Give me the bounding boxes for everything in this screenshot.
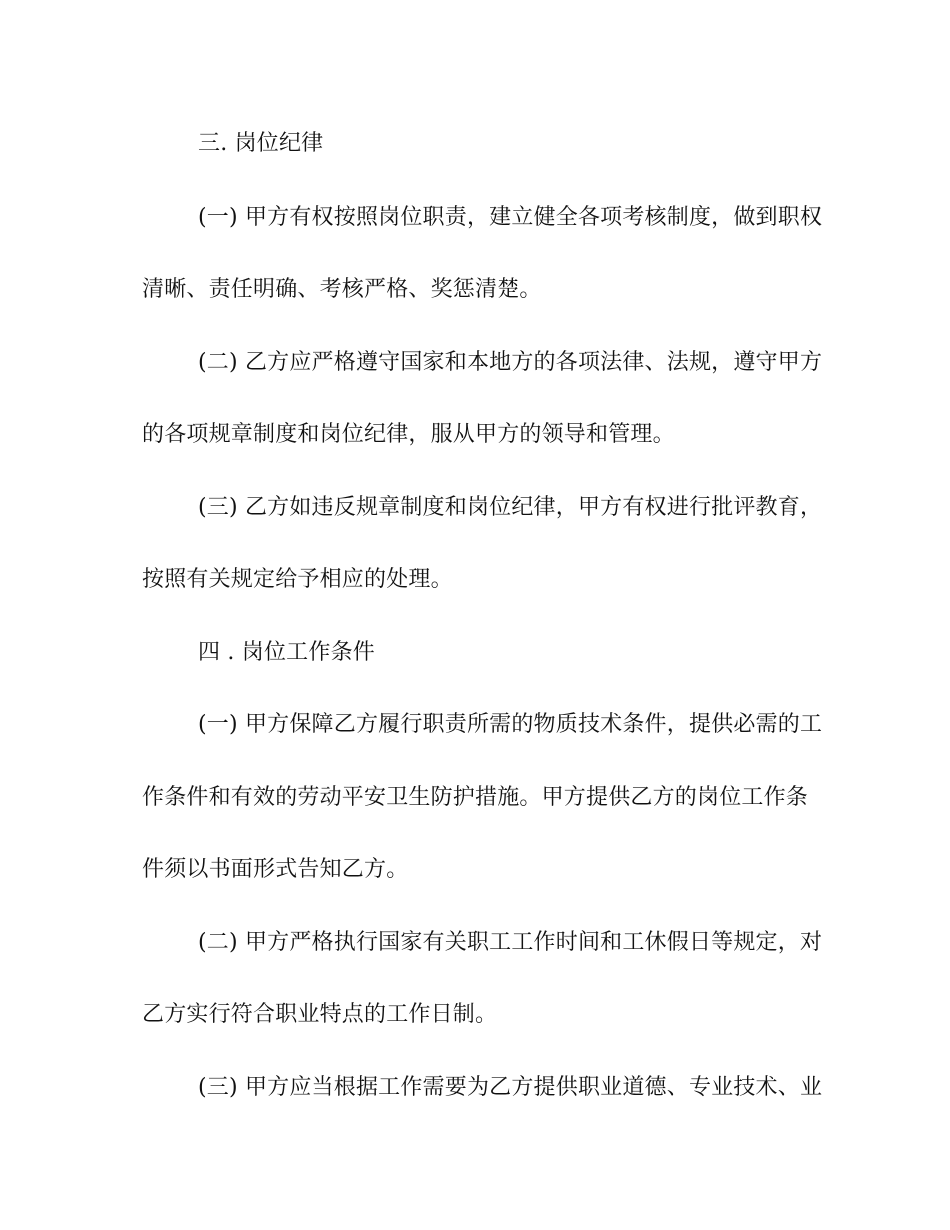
paragraph-4-1-line-2: 作条件和有效的劳动平安卫生防护措施。甲方提供乙方的岗位工作条 — [142, 785, 809, 810]
paragraph-3-2-line-2: 的各项规章制度和岗位纪律，服从甲方的领导和管理。 — [142, 422, 675, 447]
section-heading-3: 三. 岗位纪律 — [198, 131, 324, 156]
paragraph-3-3-line-1: (三) 乙方如违反规章制度和岗位纪律，甲方有权进行批评教育， — [198, 495, 823, 520]
paragraph-3-3-line-2: 按照有关规定给予相应的处理。 — [142, 567, 453, 592]
paragraph-3-1-line-1: (一) 甲方有权按照岗位职责，建立健全各项考核制度，做到职权 — [198, 205, 823, 230]
paragraph-4-1-line-1: (一) 甲方保障乙方履行职责所需的物质技术条件，提供必需的工 — [198, 712, 823, 737]
paragraph-4-3-line-1: (三) 甲方应当根据工作需要为乙方提供职业道德、专业技术、业 — [198, 1075, 823, 1100]
paragraph-4-1-line-3: 件须以书面形式告知乙方。 — [142, 857, 409, 882]
section-heading-4: 四 . 岗位工作条件 — [198, 640, 375, 665]
paragraph-4-2-line-1: (二) 甲方严格执行国家有关职工工作时间和工休假日等规定，对 — [198, 930, 823, 955]
paragraph-3-1-line-2: 清晰、责任明确、考核严格、奖惩清楚。 — [142, 277, 542, 302]
paragraph-4-2-line-2: 乙方实行符合职业特点的工作日制。 — [142, 1002, 498, 1027]
paragraph-3-2-line-1: (二) 乙方应严格遵守国家和本地方的各项法律、法规，遵守甲方 — [198, 350, 823, 375]
